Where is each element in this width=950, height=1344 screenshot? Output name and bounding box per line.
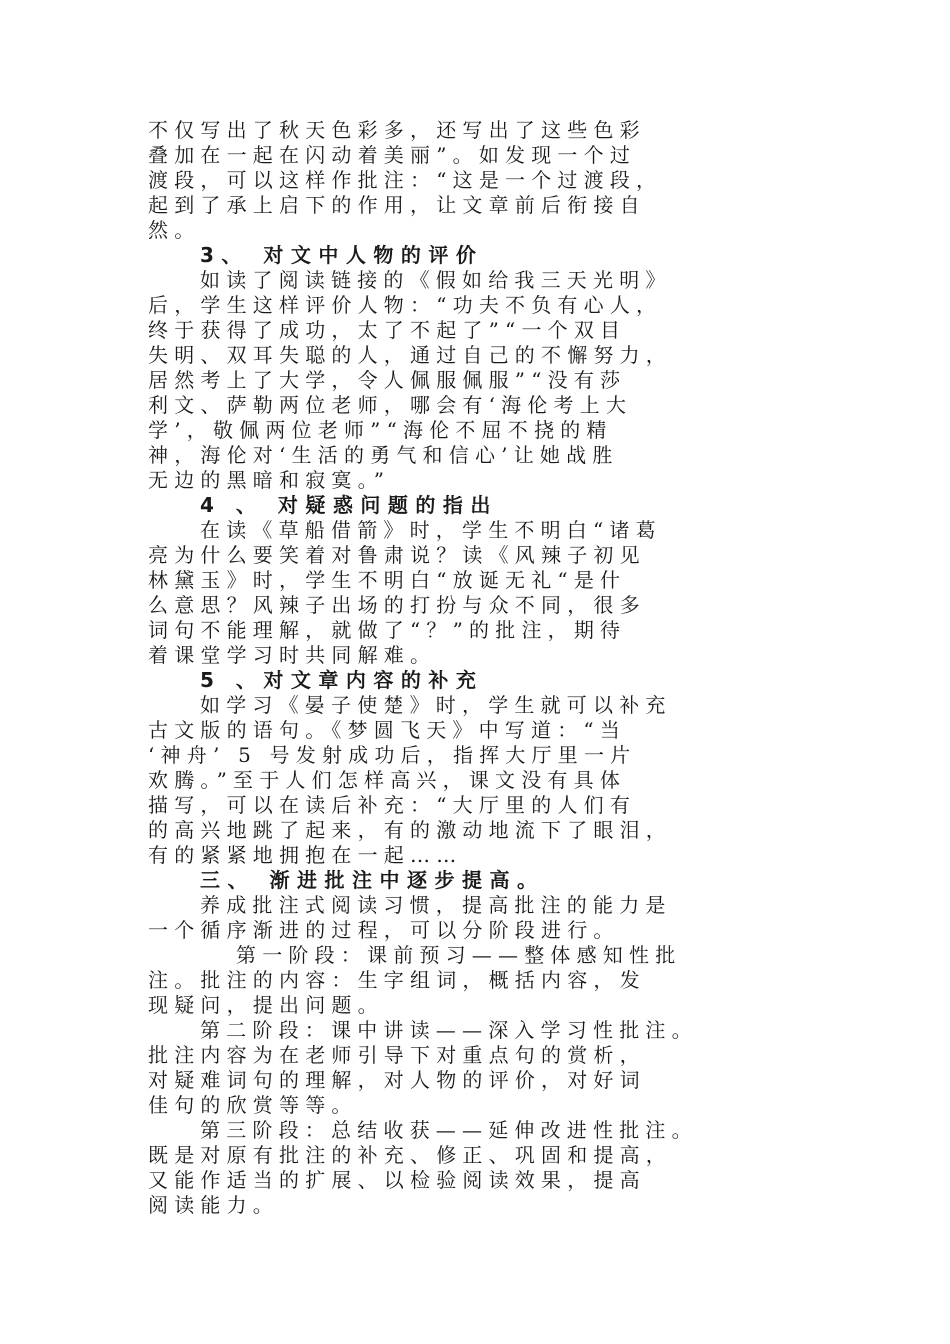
text-line: 然。	[148, 218, 201, 242]
text-line: 第一阶段：课前预习——整体感知性批	[236, 943, 682, 967]
section-heading: 5 、对文章内容的补充	[200, 668, 484, 692]
text-line: 注。批注的内容：生字组词，概括内容，发	[148, 968, 646, 992]
text-line: 失明、双耳失聪的人，通过自己的不懈努力，	[148, 343, 672, 367]
text-line: 在读《草船借箭》时，学生不明白“诸葛	[200, 518, 662, 542]
text-line: 么意思？风辣子出场的打扮与众不同，很多	[148, 593, 646, 617]
text-line: 叠加在一起在闪动着美丽”。如发现一个过	[148, 143, 637, 167]
text-line: 养成批注式阅读习惯，提高批注的能力是	[200, 893, 672, 917]
text-line: 后，学生这样评价人物：“功夫不负有心人，	[148, 293, 663, 317]
text-line: 渡段，可以这样作批注：“这是一个过渡段，	[148, 168, 663, 192]
text-line: 着课堂学习时共同解难。	[148, 643, 437, 667]
text-line: 学’，敬佩两位老师”“海伦不屈不挠的精	[148, 418, 613, 442]
text-line: 神，海伦对‘生活的勇气和信心’让她战胜	[148, 443, 619, 467]
text-line: 佳句的欣赏等等。	[148, 1093, 358, 1117]
text-line: 欢腾。”至于人们怎样高兴，课文没有具体	[148, 768, 627, 792]
text-line: 如读了阅读链接的《假如给我三天光明》	[200, 268, 672, 292]
text-line: 起到了承上启下的作用，让文章前后衔接自	[148, 193, 646, 217]
text-line: 又能作适当的扩展、以检验阅读效果，提高	[148, 1168, 646, 1192]
text-line: 描写，可以在读后补充：“大厅里的人们有	[148, 793, 637, 817]
text-line: 词句不能理解，就做了“？”的批注，期待	[148, 618, 627, 642]
text-line: 一个循序渐进的过程，可以分阶段进行。	[148, 918, 620, 942]
text-line: 批注内容为在老师引导下对重点句的赏析，	[148, 1043, 646, 1067]
text-line: 终于获得了成功，太了不起了”“一个双目	[148, 318, 627, 342]
text-line: ‘神舟’ 5 号发射成功后，指挥大厅里一片	[148, 743, 637, 767]
text-line: 对疑难词句的理解，对人物的评价，对好词	[148, 1068, 646, 1092]
text-line: 古文版的语句。《梦圆飞天》中写道：“当	[148, 718, 627, 742]
text-line: 利文、萨勒两位老师，哪会有‘海伦考上大	[148, 393, 633, 417]
text-line: 有的紧紧地拥抱在一起……	[148, 843, 463, 867]
text-line: 林黛玉》时，学生不明白“放诞无礼“是什	[148, 568, 627, 592]
text-line: 亮为什么要笑着对鲁肃说？读《风辣子初见	[148, 543, 646, 567]
text-line: 既是对原有批注的补充、修正、巩固和提高，	[148, 1143, 672, 1167]
section-heading: 三、 渐进批注中逐步提高。	[200, 868, 545, 892]
text-line: 居然考上了大学，令人佩服佩服”“没有莎	[148, 368, 627, 392]
document-page	[148, 118, 808, 1218]
text-line: 如学习《晏子使楚》时，学生就可以补充	[200, 693, 672, 717]
text-line: 的高兴地跳了起来，有的激动地流下了眼泪，	[148, 818, 672, 842]
section-heading: 3、 对文中人物的评价	[200, 243, 484, 267]
text-line: 阅读能力。	[148, 1193, 279, 1217]
text-line: 第二阶段：课中讲读——深入学习性批注。	[200, 1018, 698, 1042]
text-line: 现疑问，提出问题。	[148, 993, 384, 1017]
section-heading: 4 、 对疑惑问题的指出	[200, 493, 498, 517]
text-line: 不仅写出了秋天色彩多，还写出了这些色彩	[148, 118, 646, 142]
text-line: 无边的黑暗和寂寞。”	[148, 468, 391, 492]
text-line: 第三阶段：总结收获——延伸改进性批注。	[200, 1118, 698, 1142]
